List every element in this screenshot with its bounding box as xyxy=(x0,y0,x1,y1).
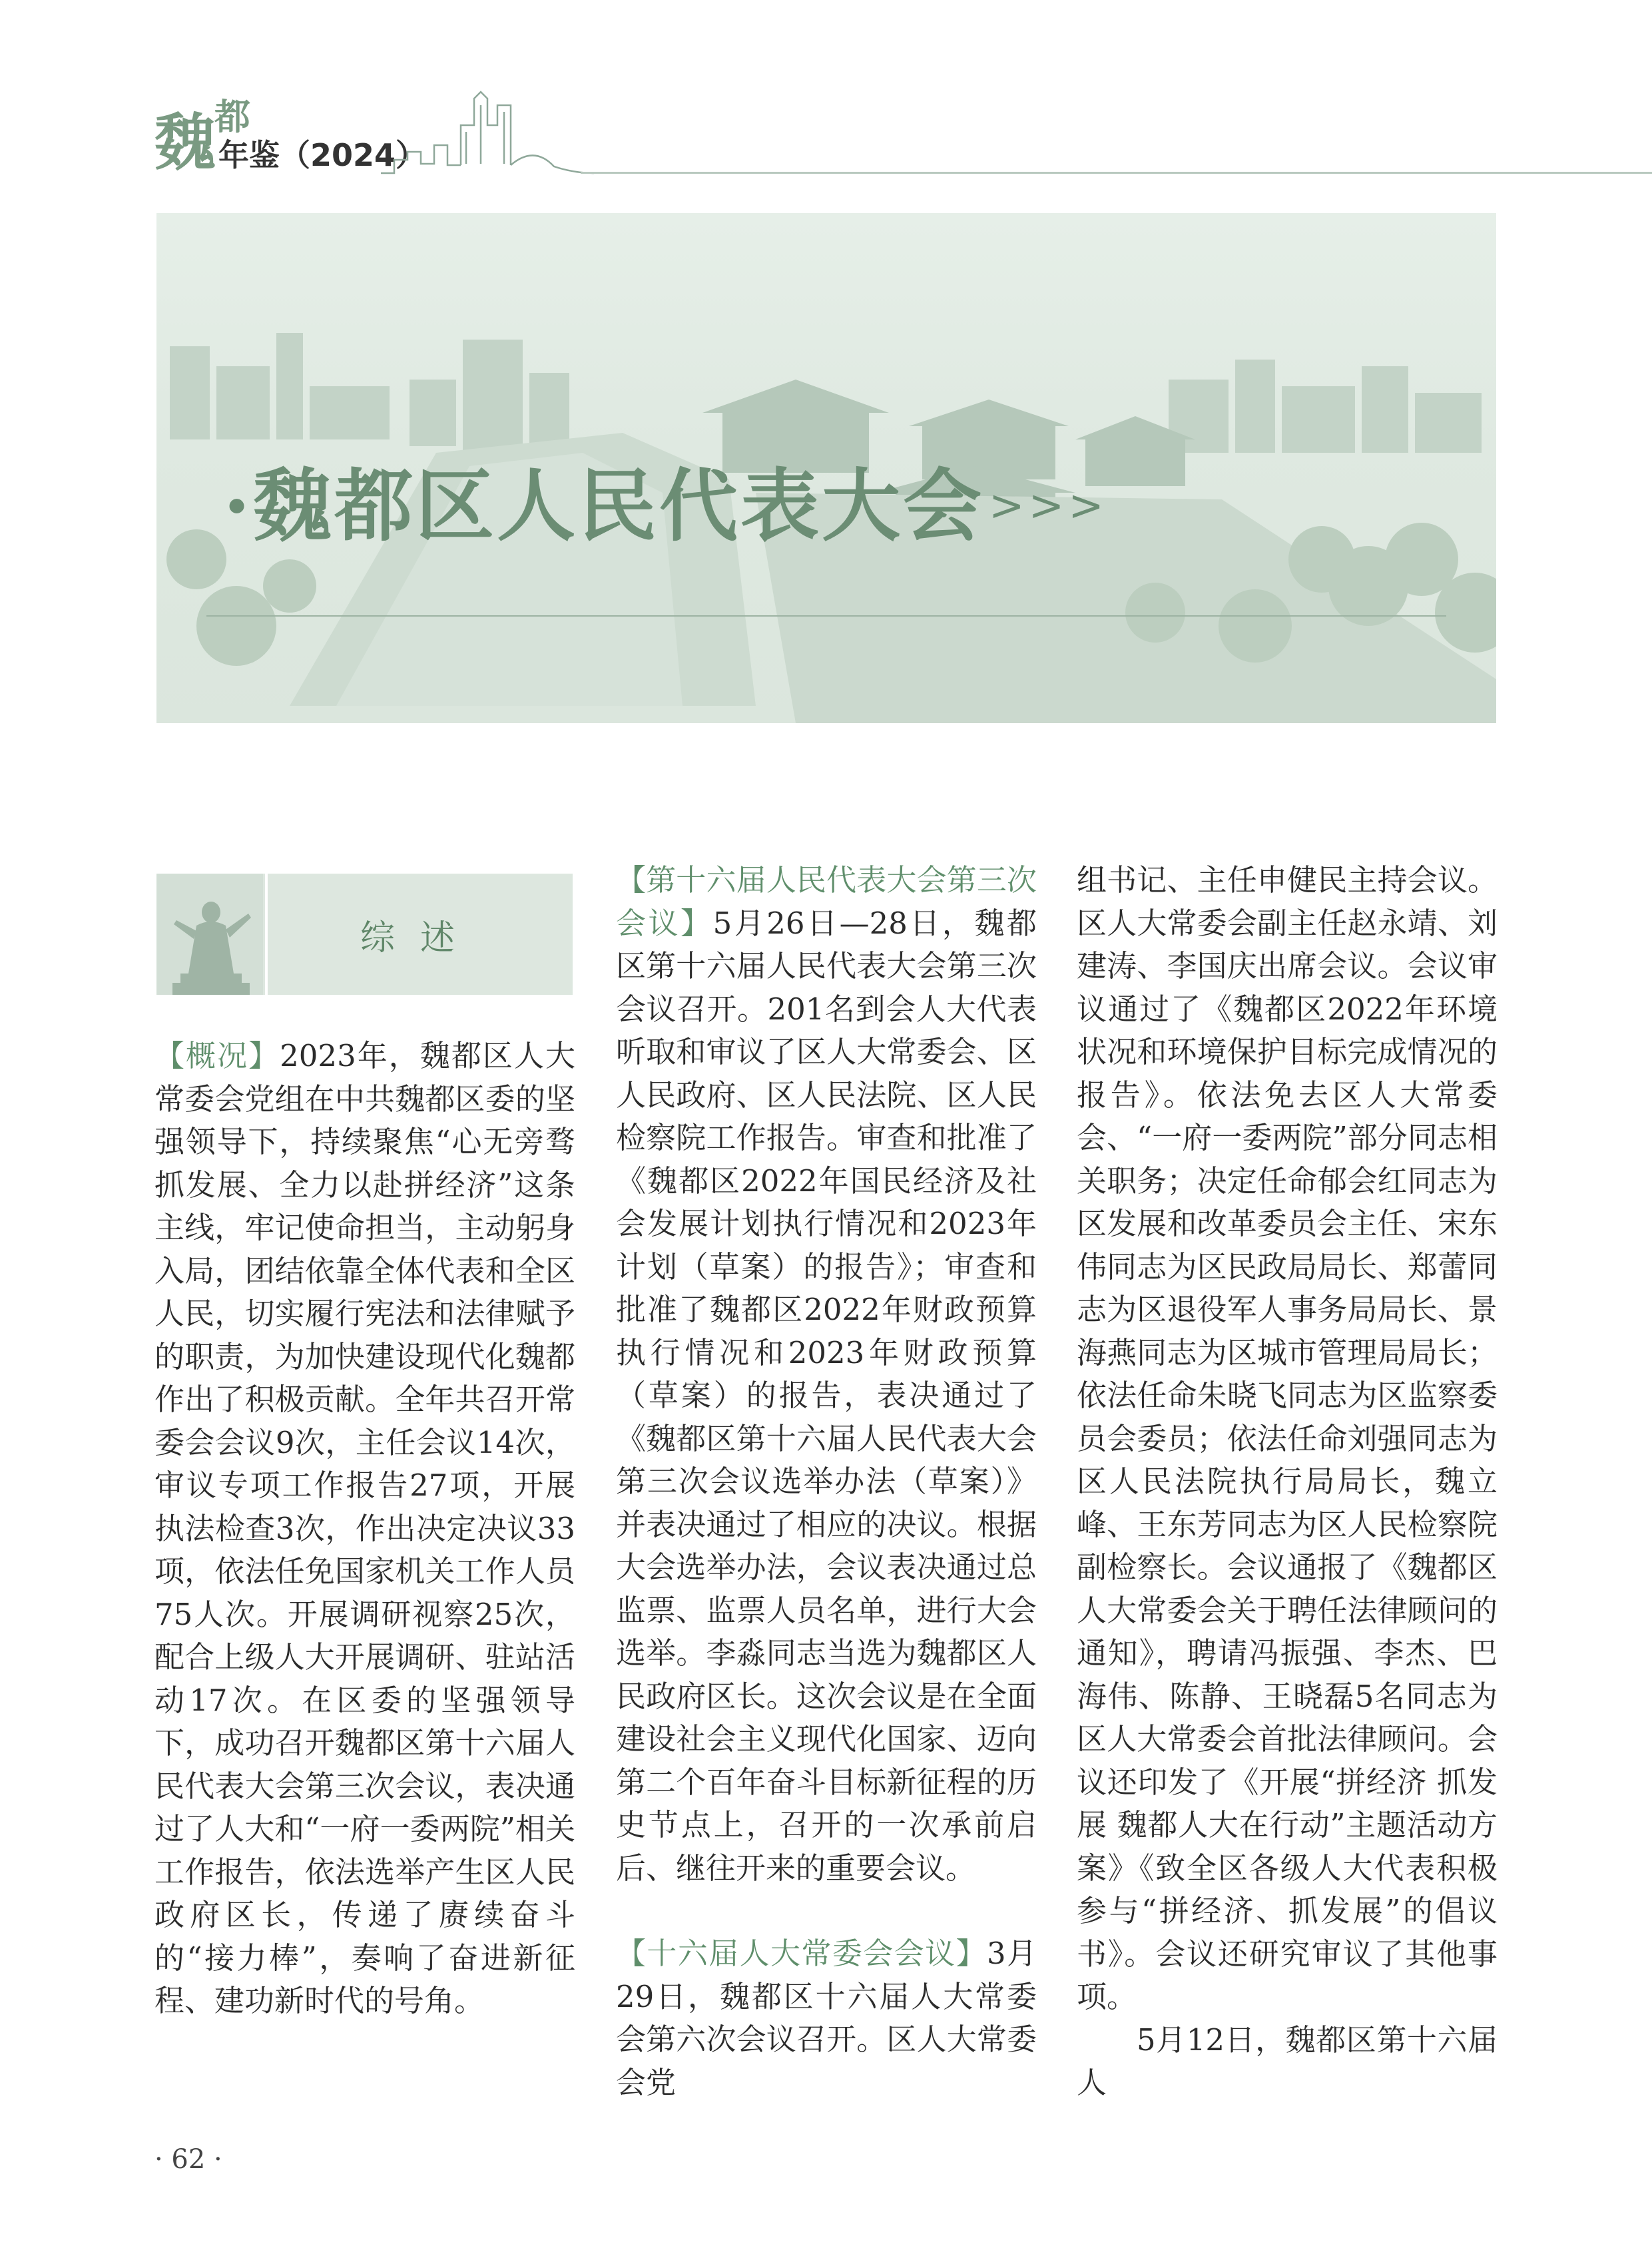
standing-committee-text: 3月29日，魏都区十六届人大常委会第六次会议召开。区人大常委会党 xyxy=(616,1936,1037,2100)
standing-committee-tag: 【十六届人大常委会会议】 xyxy=(616,1936,987,1971)
text-column-1 xyxy=(154,1035,575,2023)
paragraph-continued: 组书记、主任申健民主持会议。区人大常委会副主任赵永靖、刘建涛、李国庆出席会议。会议审议通过了《魏都区2022年环境状况和环境保护目标完成情况的报告》。依法免去区人大常委会、“一府一委两院”部分同志相关职务；决定任命郁会红同志为区发展和改革委员会主任、宋东伟同志为区民政局局长、郑蕾同志为区退役军人事务局局长、景海燕同志为区城市管理局局长；依法任命朱晓飞同志为区监察委员会委员；依法任命刘强同志为区人民法院执行局局长，魏立峰、王东芳同志为区人民检察院副检察长。会议通报了《魏都区人大常委会关于聘任法律顾问的通知》，聘请冯振强、李杰、巴海伟、陈静、王晓磊5名同志为区人大常委会首批法律顾问。会议还印发了《开展“拼经济 抓发展 魏都人大在行动”主题活动方案》《致全区各级人大代表积极参与“拼经济、抓发展”的倡议书》。会议还研究审议了其他事项。 xyxy=(1077,862,1498,2014)
paragraph-standing-committee xyxy=(616,1932,1037,2104)
section-heading-box xyxy=(156,874,573,995)
running-header xyxy=(154,85,1652,185)
chevron-right-icon: >>> xyxy=(989,481,1108,531)
text-column-2 xyxy=(616,859,1037,2104)
skyline-icon xyxy=(381,85,594,178)
title-underline xyxy=(206,615,1446,617)
overview-text: 2023年，魏都区人大常委会党组在中共魏都区委的坚强领导下，持续聚焦“心无旁骛抓发展、全力以赴拼经济”这条主线，牢记使命担当，主动躬身入局，团结依靠全体代表和全区人民，切实履行宪法和法律赋予的职责，为加快建设现代化魏都作出了积极贡献。全年共召开常委会会议9次，主任会议14次，审议专项工作报告27项，开展执法检查3次，作出决定决议33项，依法任免国家机关工作人员75人次。开展调研视察25次，配合上级人大开展调研、驻站活动17次。在区委的坚强领导下，成功召开魏都区第十六届人民代表大会第三次会议，表决通过了人大和“一府一委两院”相关工作报告，依法选举产生区人民政府区长，传递了赓续奋斗的“接力棒”，奏响了奋进新征程、建功新时代的号角。 xyxy=(154,1038,575,2018)
paragraph-overview xyxy=(154,1035,575,2023)
logo-char-wei: 魏 xyxy=(154,107,216,178)
section-label: 综述 xyxy=(360,918,480,958)
header-rule xyxy=(581,172,1652,174)
congress-session-tag: 【第十六届人民代表大会第三次会议】 xyxy=(616,862,1037,941)
text-column-3 xyxy=(1077,859,1498,2105)
statue-icon xyxy=(156,874,263,995)
congress-session-text: 5月26日—28日，魏都区第十六届人民代表大会第三次会议召开。201名到会人大代表听取和审议了区人大常委会、区人民政府、区人民法院、区人民检察院工作报告。审查和批准了《魏都区2022年国民经济及社会发展计划执行情况和2023年计划（草案）的报告》；审查和批准了魏都区2022年财政预算执行情况和2023年财政预算（草案）的报告，表决通过了《魏都区第十六届人民代表大会第三次会议选举办法（草案）》并表决通过了相应的决议。根据大会选举办法，会议表决通过总监票、监票人员名单，进行大会选举。李淼同志当选为魏都区人民政府区长。这次会议是在全面建设社会主义现代化国家、迈向第二个百年奋斗目标新征程的历史节点上，召开的一次承前启后、继往开来的重要会议。 xyxy=(616,905,1037,1886)
overview-tag: 【概况】 xyxy=(154,1038,280,1073)
chapter-banner xyxy=(156,213,1496,723)
paragraph-gap xyxy=(616,1890,1037,1932)
yearbook-title: 年鉴（2024） xyxy=(218,137,427,173)
chapter-title: ·魏都区人民代表大会 xyxy=(223,459,985,552)
logo-char-du: 都 xyxy=(214,95,250,138)
page-number: · 62 · xyxy=(154,2144,222,2175)
paragraph-congress-session xyxy=(616,859,1037,1890)
paragraph-may-12: 5月12日，魏都区第十六届人 xyxy=(1077,2022,1498,2100)
